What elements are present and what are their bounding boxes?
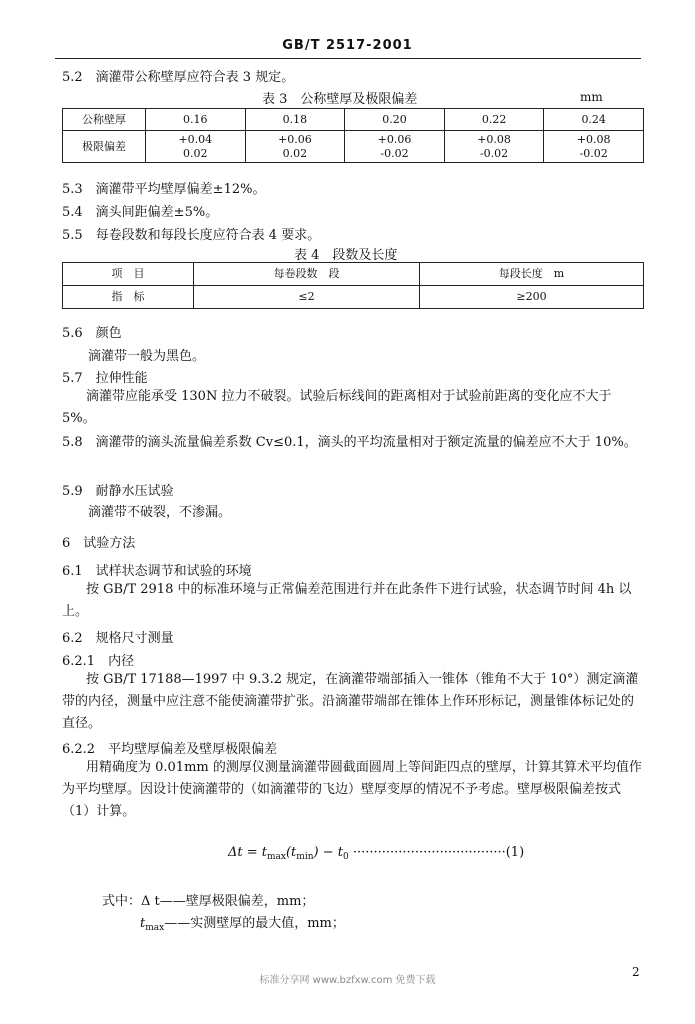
page-footer: 标准分享网 www.bzfxw.com 免费下载 bbox=[259, 975, 436, 986]
header-rule bbox=[55, 58, 641, 59]
section-6: 6 试验方法 bbox=[62, 536, 136, 551]
page-number: 2 bbox=[632, 965, 640, 979]
formula-number: (1) bbox=[505, 845, 525, 860]
clause-6-2: 6.2 规格尺寸测量 bbox=[62, 631, 174, 646]
table-cell bbox=[345, 131, 445, 163]
table-3 bbox=[62, 108, 644, 163]
page-header: GB/T 2517-2001 bbox=[282, 38, 413, 53]
minus-value: 0.02 bbox=[183, 146, 208, 160]
minus-value: 0.02 bbox=[282, 146, 308, 160]
table-cell bbox=[146, 131, 246, 163]
clause-6-2-2-body: 用精确度为 0.01mm 的测厚仪测量滴灌带圆截面圆周上等间距四点的壁厚，计算其算术平均值作为平均壁厚。因设计使滴灌带的（如滴灌带的飞边）壁厚变厚的情况不予考虑。壁厚极限偏差按式（1）计算。 bbox=[62, 760, 642, 819]
table-3-row-label: 公称壁厚 bbox=[63, 109, 146, 131]
clause-5-5: 5.5 每卷段数和每段长度应符合表 4 要求。 bbox=[62, 228, 321, 243]
plus-value: +0.06 bbox=[278, 132, 312, 146]
clause-5-9-body: 滴灌带不破裂，不渗漏。 bbox=[88, 505, 232, 520]
where-symbol-sub: max bbox=[145, 923, 165, 933]
plus-value: +0.06 bbox=[377, 132, 412, 146]
table-4 bbox=[62, 262, 644, 309]
clause-5-8: 5.8 滴灌带的滴头流量偏差系数 Cv≤0.1，滴头的平均流量相对于额定流量的偏差应不大于 10%。 bbox=[62, 435, 637, 450]
table-header: 每段长度 m bbox=[420, 263, 644, 286]
where-text: ——实测壁厚的最大值，mm； bbox=[164, 916, 345, 931]
table-cell: 0.18 bbox=[245, 109, 345, 131]
formula-sub-zero: 0 bbox=[342, 852, 349, 862]
clause-5-7: 5.7 拉伸性能 bbox=[62, 371, 148, 386]
table-cell: 指 标 bbox=[63, 286, 194, 309]
table-header: 项 目 bbox=[63, 263, 194, 286]
formula-sub-min: min bbox=[296, 852, 314, 862]
minus-value: -0.02 bbox=[479, 146, 509, 160]
plus-value: +0.08 bbox=[576, 132, 611, 146]
table-cell: 0.20 bbox=[345, 109, 445, 131]
formula-mid: (t bbox=[285, 845, 297, 860]
clause-5-2: 5.2 滴灌带公称壁厚应符合表 3 规定。 bbox=[62, 70, 295, 85]
clause-5-6: 5.6 颜色 bbox=[62, 326, 122, 341]
formula-lhs: Δt = t bbox=[228, 845, 267, 860]
table-header: 每卷段数 段 bbox=[194, 263, 420, 286]
formula-rhs: ) − t bbox=[313, 845, 343, 860]
where-line-1: 式中：Δ t——壁厚极限偏差，mm； bbox=[102, 894, 315, 909]
clause-5-4: 5.4 滴头间距偏差±5%。 bbox=[62, 205, 219, 220]
clause-6-2-2: 6.2.2 平均壁厚偏差及壁厚极限偏差 bbox=[62, 742, 278, 757]
table-cell bbox=[544, 131, 644, 163]
clause-5-7-body: 滴灌带应能承受 130N 拉力不破裂。试验后标线间的距离相对于试验前距离的变化应不大于 5%。 bbox=[62, 389, 612, 426]
plus-value: +0.08 bbox=[477, 132, 511, 146]
clause-5-9: 5.9 耐静水压试验 bbox=[62, 484, 174, 499]
where-symbol: t bbox=[140, 916, 146, 931]
table-4-caption: 表 4 段数及长度 bbox=[294, 248, 398, 263]
formula-leader-dots: ····································· bbox=[352, 845, 506, 860]
clause-6-2-1: 6.2.1 内径 bbox=[62, 654, 135, 669]
minus-value: -0.02 bbox=[579, 146, 608, 160]
formula-1 bbox=[228, 845, 524, 862]
table-3-caption: 表 3 公称壁厚及极限偏差 bbox=[262, 92, 418, 107]
clause-5-3: 5.3 滴灌带平均壁厚偏差±12%。 bbox=[62, 182, 266, 197]
clause-6-1-body: 按 GB/T 2918 中的标准环境与正常偏差范围进行并在此条件下进行试验，状态调节时间 4h 以上。 bbox=[62, 582, 632, 619]
table-cell bbox=[444, 131, 544, 163]
table-cell: 0.22 bbox=[444, 109, 544, 131]
clause-6-1: 6.1 试样状态调节和试验的环境 bbox=[62, 564, 252, 579]
formula-sub-max: max bbox=[267, 852, 286, 862]
table-cell: ≤2 bbox=[194, 286, 420, 309]
table-cell bbox=[245, 131, 345, 163]
plus-value: +0.04 bbox=[178, 132, 213, 146]
clause-6-2-1-body: 按 GB/T 17188—1997 中 9.3.2 规定，在滴灌带端部插入一锥体（锥角不大于 10°）测定滴灌带的内径，测量中应注意不能使滴灌带扩张。沿滴灌带端部在锥体上作环形标记，测量锥体标记处的直径。 bbox=[62, 672, 639, 731]
table-cell: 0.16 bbox=[146, 109, 246, 131]
table-cell: 0.24 bbox=[544, 109, 644, 131]
where-line-2 bbox=[140, 912, 345, 933]
clause-5-6-body: 滴灌带一般为黑色。 bbox=[88, 349, 206, 364]
table-cell: ≥200 bbox=[420, 286, 644, 309]
table-3-unit: mm bbox=[580, 90, 603, 104]
minus-value: -0.02 bbox=[380, 146, 409, 160]
table-3-row-label: 极限偏差 bbox=[63, 131, 146, 163]
